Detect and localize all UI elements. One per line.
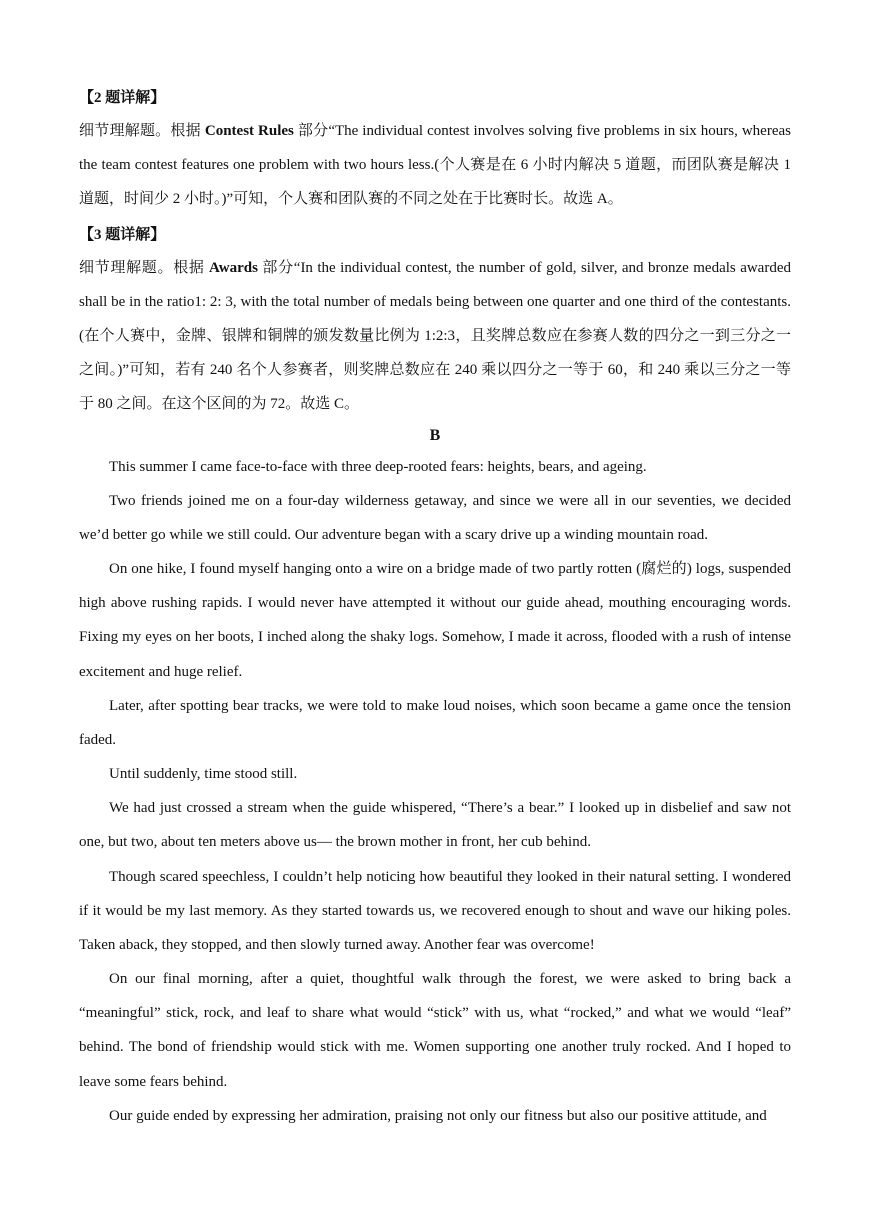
q2-header: 【2 题详解】 xyxy=(79,90,166,106)
q2-intro: 细节理解题。根据 xyxy=(79,123,205,139)
passage-paragraph: Two friends joined me on a four-day wilderness getaway, and since we were all in our seventies, we decided we’d better go while we still could. Our adventure began with a scary drive up a winding mountain road. xyxy=(79,493,791,544)
q3-intro: 细节理解题。根据 xyxy=(79,260,210,276)
passage-paragraph: Until suddenly, time stood still. xyxy=(109,766,298,782)
q2-explanation xyxy=(79,114,791,216)
q2-rest: 部分“The individual contest involves solving five problems in six hours, whereas the team contest features one problem with two hours less.(个人赛是在 6 小时内解决 5 道题，而团队赛是解决 1 道题，时间少 2 小时。)”可知，个人赛和团队赛的不同之处在于比赛时长。故选 A。 xyxy=(79,123,791,207)
passage-paragraph: We had just crossed a stream when the guide whispered, “There’s a bear.” I looked up in disbelief and saw not one, but two, about ten meters above us— the brown mother in front, her cub behind. xyxy=(79,800,791,851)
q3-rest: 部分“In the individual contest, the number of gold, silver, and bronze medals awarded shall be in the ratio1: 2: 3, with the total number of medals being between one quarter and one third of the contestants.(在个人赛中，金牌、银牌和铜牌的颁发数量比例为 1:2:3，且奖牌总数应在参赛人数的四分之一到三分之一之间。)”可知，若有 240 名个人参赛者，则奖牌总数应在 240 乘以四分之一等于 60，和 240 乘以三分之一等于 80 之间。在这个区间的为 72。故选 C。 xyxy=(79,260,791,412)
passage-paragraph: This summer I came face-to-face with three deep-rooted fears: heights, bears, and ageing. xyxy=(109,459,647,475)
passage-paragraph: Our guide ended by expressing her admiration, praising not only our fitness but also our positive attitude, and xyxy=(109,1108,767,1124)
section-title: B xyxy=(429,427,441,444)
q3-keyword: Awards xyxy=(209,260,258,276)
passage-paragraph: Though scared speechless, I couldn’t help noticing how beautiful they looked in their natural setting. I wondered if it would be my last memory. As they started towards us, we recovered enough to shout and wave our hiking poles. Taken aback, they stopped, and then slowly turned away. Another fear was overcome! xyxy=(79,869,791,954)
q3-explanation xyxy=(79,251,791,421)
q3-header: 【3 题详解】 xyxy=(79,227,166,243)
passage-paragraph: On one hike, I found myself hanging onto a wire on a bridge made of two partly rotten (腐烂的) logs, suspended high above rushing rapids. I would never have attempted it without our guide ahead, mouthing encouraging words. Fixing my eyes on her boots, I inched along the shaky logs. Somehow, I made it across, flooded with a rush of intense excitement and huge relief. xyxy=(79,561,791,680)
passage-paragraph: Later, after spotting bear tracks, we were told to make loud noises, which soon became a game once the tension faded. xyxy=(79,698,791,749)
passage-paragraph: On our final morning, after a quiet, thoughtful walk through the forest, we were asked to bring back a “meaningful” stick, rock, and leaf to share what would “stick” with us, what “rocked,” and what we would “leaf” behind. The bond of friendship would stick with me. Women supporting one another truly rocked. And I hoped to leave some fears behind. xyxy=(79,971,791,1090)
q2-keyword: Contest Rules xyxy=(204,123,294,139)
